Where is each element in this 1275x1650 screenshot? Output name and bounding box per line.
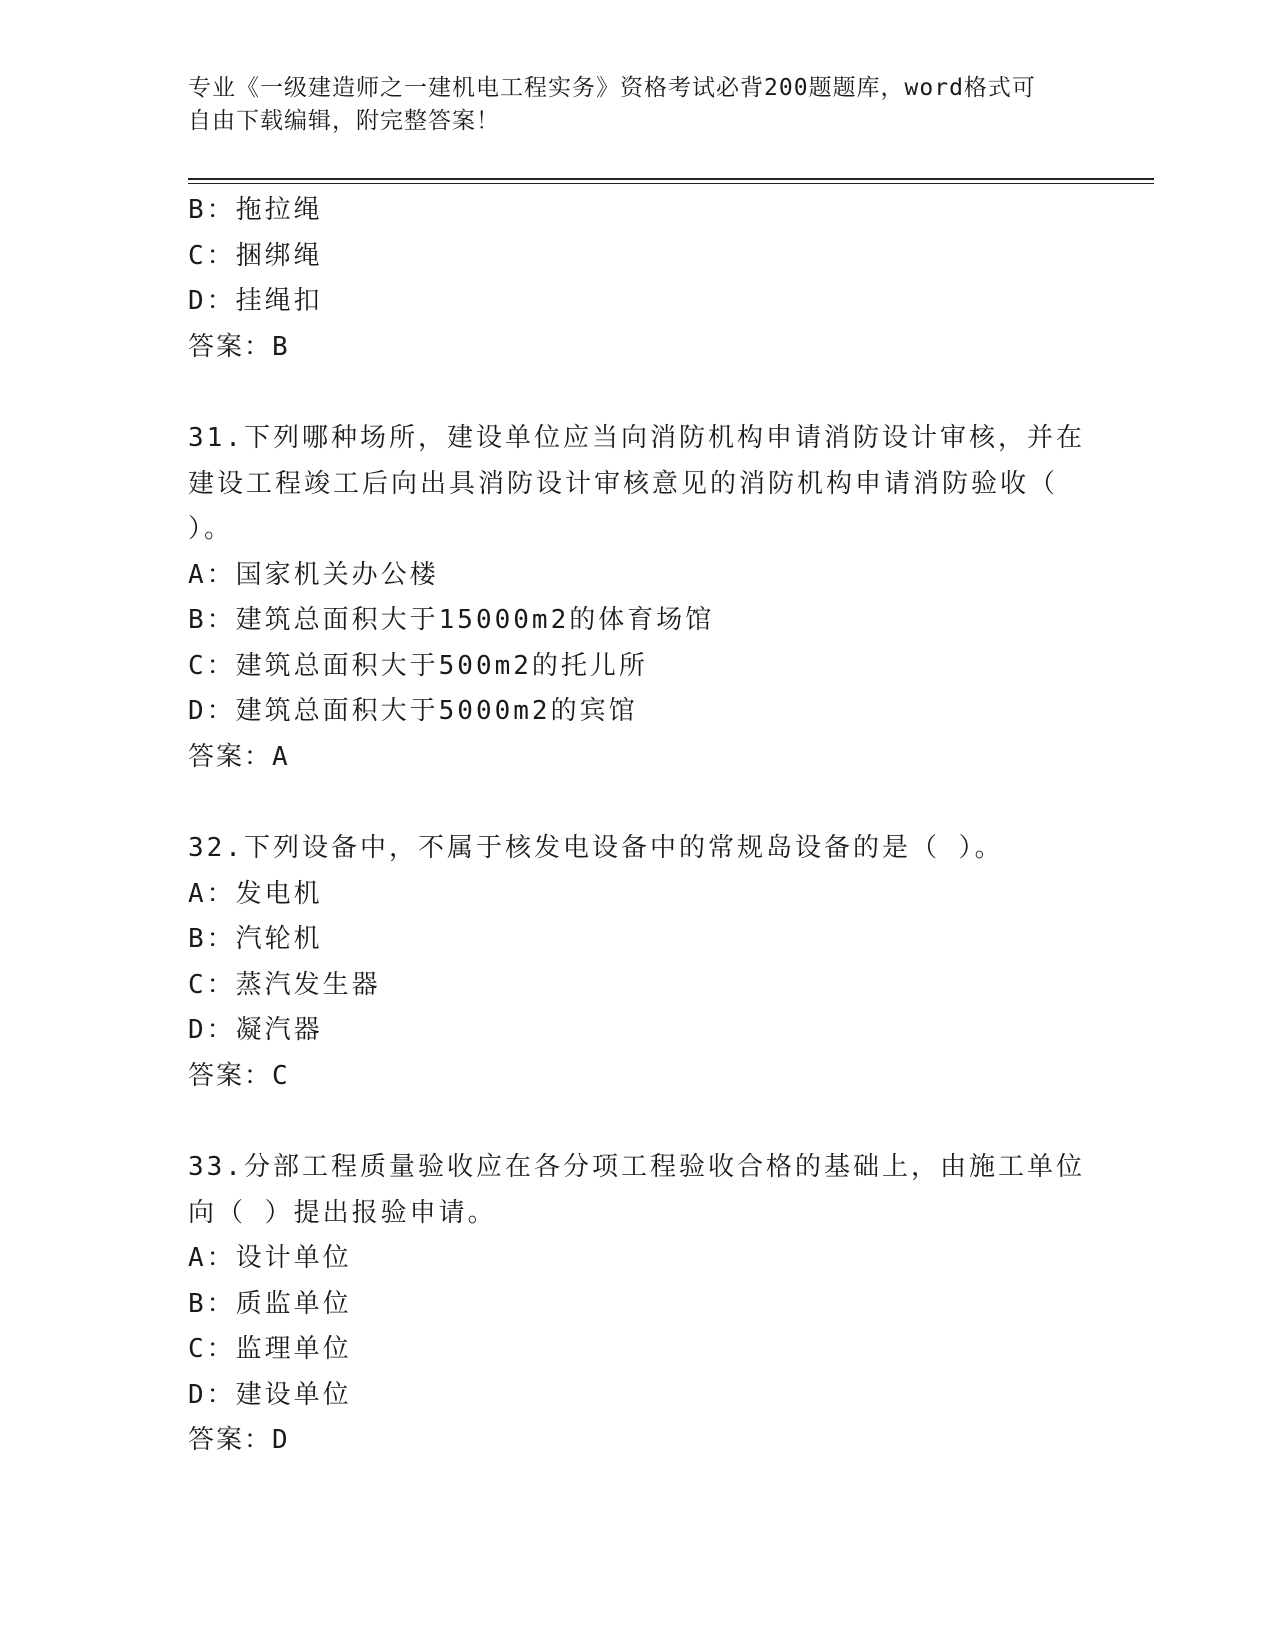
header-divider — [188, 178, 1154, 180]
answer-line: 答案：D — [188, 1425, 290, 1455]
option-c: C：蒸汽发生器 — [188, 969, 381, 1000]
option-a: A：设计单位 — [188, 1243, 352, 1273]
question-stem-line: 32.下列设备中，不属于核发电设备中的常规岛设备的是（ ）。 — [188, 833, 1004, 863]
question-block-31 — [188, 416, 1088, 780]
document-header — [188, 72, 1088, 138]
header-title-line-1: 专业《一级建造师之一建机电工程实务》资格考试必背200题题库，word格式可 — [188, 75, 1036, 101]
option-b: B：汽轮机 — [188, 924, 323, 954]
header-divider-thin — [188, 183, 1154, 184]
question-block-33 — [188, 1145, 1088, 1464]
question-block-32 — [188, 826, 1088, 1099]
question-stem-line: 建设工程竣工后向出具消防设计审核意见的消防机构申请消防验收（ — [188, 468, 1059, 499]
option-c: C：捆绑绳 — [188, 240, 323, 271]
question-stem-line: 31.下列哪种场所，建设单位应当向消防机构申请消防设计审核，并在 — [188, 423, 1085, 453]
option-d: D：建设单位 — [188, 1379, 352, 1410]
answer-line: 答案：B — [188, 331, 290, 362]
option-d: D：建筑总面积大于5000m2的宾馆 — [188, 696, 638, 726]
option-c: C：建筑总面积大于500m2的托儿所 — [188, 650, 648, 681]
option-b: B：拖拉绳 — [188, 195, 323, 225]
option-d: D：挂绳扣 — [188, 286, 323, 316]
option-a: A：国家机关办公楼 — [188, 559, 439, 590]
question-list — [188, 188, 1088, 1464]
question-stem-line: ）。 — [188, 514, 234, 544]
option-b: B：建筑总面积大于15000m2的体育场馆 — [188, 605, 715, 635]
question-gap — [188, 780, 1088, 826]
option-c: C：监理单位 — [188, 1334, 352, 1364]
option-b: B：质监单位 — [188, 1288, 352, 1319]
question-gap — [188, 370, 1088, 416]
question-block-30 — [188, 188, 1088, 370]
answer-line: 答案：C — [188, 1060, 290, 1091]
question-stem-line: 33.分部工程质量验收应在各分项工程验收合格的基础上，由施工单位 — [188, 1152, 1085, 1182]
question-gap — [188, 1099, 1088, 1145]
header-title-line-2: 自由下载编辑，附完整答案！ — [188, 108, 500, 134]
answer-line: 答案：A — [188, 741, 290, 772]
option-d: D：凝汽器 — [188, 1015, 323, 1045]
option-a: A：发电机 — [188, 878, 323, 909]
question-stem-line: 向（ ）提出报验申请。 — [188, 1197, 497, 1228]
